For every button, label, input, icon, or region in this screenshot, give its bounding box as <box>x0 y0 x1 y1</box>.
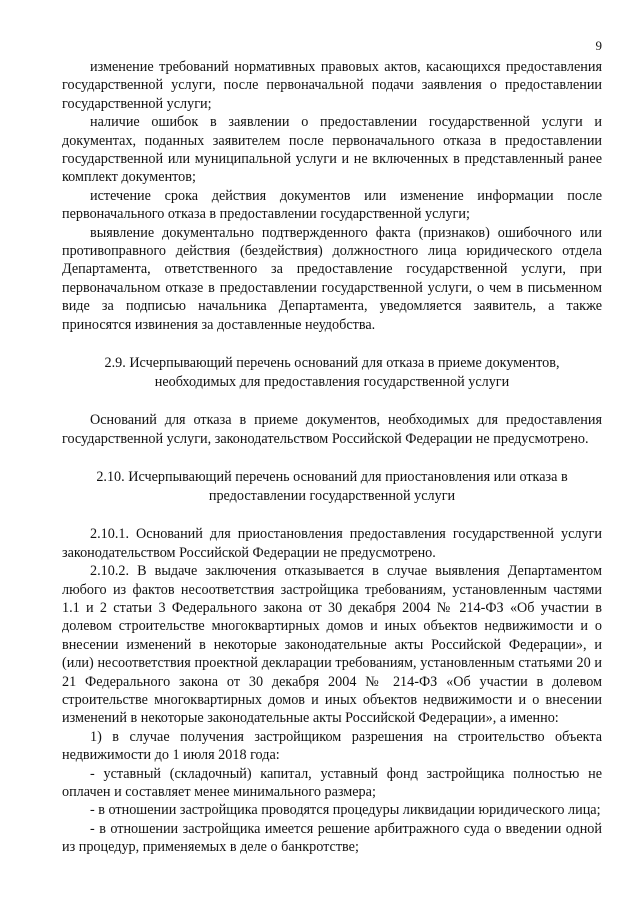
paragraph: выявление документально подтвержденного факта (признаков) ошибочного или противоправного действия (бездействия) должностного лица юридического отдела Департамента, ответственного за предоставление государственной услуги, при первоначальном отказе в предоставлении государственной услуги, о чем в письменном виде за подписью начальника Департамента, уведомляется заявитель, а также приносятся извинения за доставленные неудобства. <box>62 224 602 333</box>
page-number: 9 <box>595 38 602 53</box>
paragraph: 2.10.1. Оснований для приостановления предоставления государственной услуги законодательством Российской Федерации не предусмотрено. <box>62 526 602 561</box>
section-heading-2-9: 2.9. Исчерпывающий перечень оснований для отказа в приеме документов, необходимых для предоставления государственной услуги <box>104 355 560 390</box>
section-heading-2-10: 2.10. Исчерпывающий перечень оснований для приостановления или отказа в предоставлении государственной услуги <box>96 469 568 504</box>
list-item: - в отношении застройщика имеется решение арбитражного суда о введении одной из процедур, применяемых в деле о банкротстве; <box>62 820 602 856</box>
list-item: 1) в случае получения застройщиком разрешения на строительство объекта недвижимости до 1 июля 2018 года: <box>62 728 602 764</box>
list-item: - уставный (складочный) капитал, уставный фонд застройщика полностью не оплачен и составляет менее минимального размера; <box>62 765 602 800</box>
paragraph: Оснований для отказа в приеме документов, необходимых для предоставления государственной услуги, законодательством Российской Федерации не предусмотрено. <box>62 412 602 447</box>
paragraph: истечение срока действия документов или изменение информации после первоначального отказа в предоставлении государственной услуги; <box>62 187 602 223</box>
document-body <box>62 58 602 857</box>
paragraph: изменение требований нормативных правовых актов, касающихся предоставления государственной услуги, после первоначальной подачи заявления о предоставлении государственной услуги; <box>62 59 602 112</box>
paragraph: наличие ошибок в заявлении о предоставлении государственной услуги и документах, поданных заявителем после первоначального отказа в предоставлении государственной или муниципальной услуги и не включенных в представленный ранее комплект документов; <box>62 114 602 186</box>
list-item: - в отношении застройщика проводятся процедуры ликвидации юридического лица; <box>90 802 601 819</box>
paragraph: 2.10.2. В выдаче заключения отказывается в случае выявления Департаментом любого из фактов несоответствия застройщика требованиям, установленным частями 1.1 и 2 статьи 3 Федерального закона от 30 декабря 2004 № 214-ФЗ «Об участии в долевом строительстве многоквартирных домов и иных объектов недвижимости и о внесении изменений в некоторые законодательные акты Российской Федерации», и (или) несоответствия проектной декларации требованиям, установленным статьями 20 и 21 Федерального закона от 30 декабря 2004 № 214-ФЗ «Об участии в долевом строительстве многоквартирных домов и иных объектов недвижимости и о внесении изменений в некоторые законодательные акты Российской Федерации», а именно: <box>62 563 602 727</box>
